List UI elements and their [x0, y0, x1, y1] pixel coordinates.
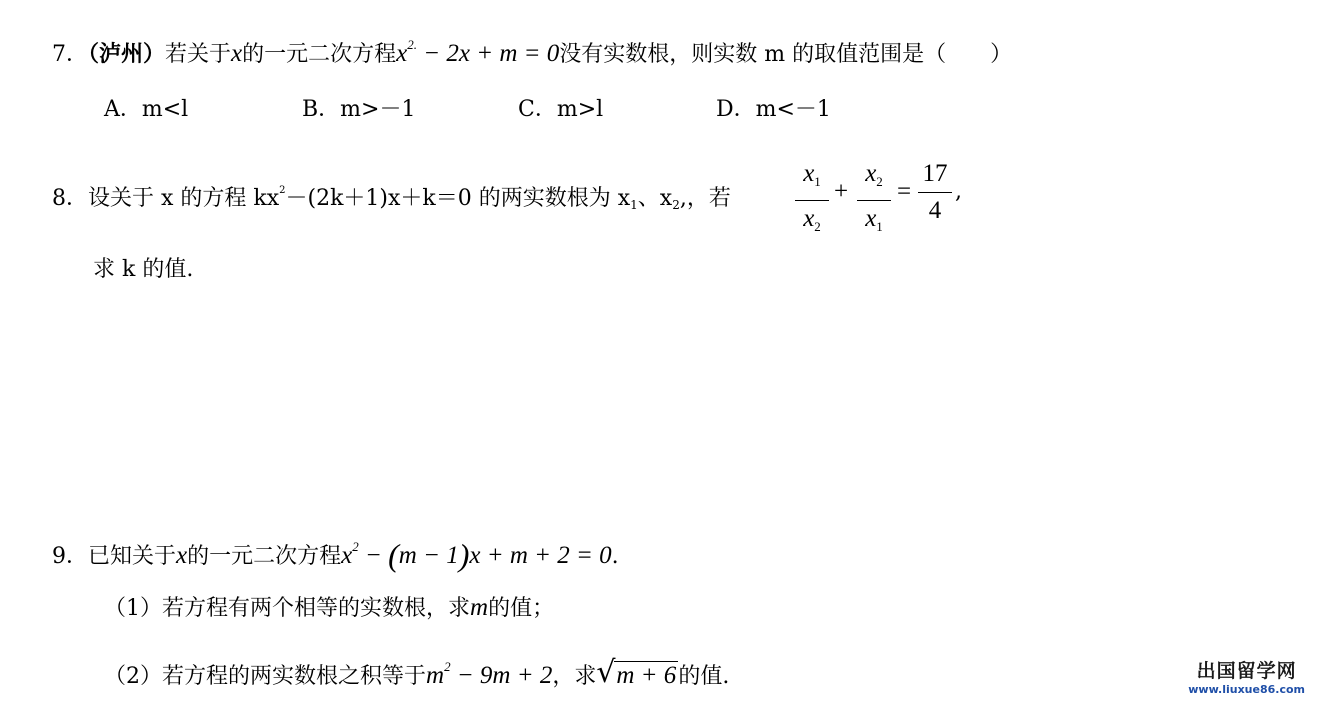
equation-var: m — [426, 662, 445, 689]
question-text: 已知关于 — [88, 544, 177, 569]
equals-sign: = — [897, 178, 912, 205]
radicand: m + 6 — [616, 662, 677, 689]
option-c: C．m>l — [518, 97, 604, 122]
fraction-x1-over-x2 — [795, 158, 829, 243]
watermark-logo — [1188, 656, 1305, 696]
paren-left: ( — [388, 537, 399, 573]
equation-var: x — [396, 40, 408, 67]
equation-inner: m − 1 — [398, 542, 459, 569]
question-number: 8． — [52, 186, 88, 211]
math-var: m — [470, 594, 489, 621]
math-var: x — [865, 160, 877, 187]
question-text: 没有实数根，则实数 m 的取值范围是（ ） — [559, 42, 1013, 67]
equation — [426, 659, 553, 689]
equation-rest: x + m + 2 = 0 — [469, 542, 612, 569]
math-var: x — [176, 542, 188, 569]
subscript: 2 — [876, 174, 883, 189]
fraction-numerator — [857, 158, 891, 198]
question-text: 的值； — [488, 596, 555, 621]
question-text: ，求 — [552, 664, 597, 689]
question-text: 的一元二次方程 — [187, 544, 342, 569]
fraction-17-over-4 — [918, 158, 952, 227]
question-number: 7． — [52, 42, 88, 67]
question-text: 的一元二次方程 — [242, 42, 397, 67]
math-var: x — [865, 205, 877, 232]
fraction-bar — [918, 192, 952, 193]
question-text: （1）若方程有两个相等的实数根，求 — [104, 596, 470, 621]
fraction-bar — [857, 200, 891, 201]
square-root — [596, 655, 678, 691]
fraction-denominator: 4 — [928, 197, 942, 224]
watermark-url: www.liuxue86.com — [1188, 683, 1305, 696]
question-text: 、x — [637, 186, 673, 211]
fraction-bar — [795, 200, 829, 201]
subscript: 1 — [814, 174, 821, 189]
option-a: A．m<l — [104, 97, 189, 122]
equation-exponent: 2. — [407, 37, 418, 52]
equation-rest: − 9m + 2 — [450, 662, 553, 689]
equation — [341, 537, 612, 573]
comma: , — [955, 179, 962, 204]
fraction-denominator — [857, 203, 891, 243]
question-number: 9． — [52, 544, 88, 569]
equation — [396, 37, 560, 67]
math-var: x — [803, 160, 815, 187]
question-9-stem — [52, 532, 619, 572]
period: . — [611, 544, 619, 569]
equation-operator: − — [358, 542, 389, 569]
subscript: 2 — [814, 219, 821, 234]
equation-exponent: 2 — [444, 659, 451, 674]
subscript: 2 — [672, 198, 680, 212]
equation-var: x — [341, 542, 353, 569]
question-9-part-1 — [104, 593, 554, 624]
question-8-line2: 求 k 的值. — [93, 257, 194, 282]
fraction-numerator — [795, 158, 829, 198]
question-8-stem — [52, 176, 731, 220]
fraction-x2-over-x1 — [857, 158, 891, 243]
equation-exponent: 2 — [352, 539, 359, 554]
math-var: x — [803, 205, 815, 232]
watermark-text: 出国留学网 — [1196, 660, 1297, 682]
subscript: 1 — [630, 198, 638, 212]
exponent: 2 — [279, 185, 286, 196]
option-d: D．m<－1 — [716, 97, 831, 122]
question-text: 的值. — [678, 664, 730, 689]
question-text: 若关于 — [165, 42, 232, 67]
question-7-stem — [52, 30, 1012, 70]
fraction-numerator: 17 — [922, 160, 948, 187]
question-text: ,，若 — [679, 186, 731, 211]
question-text: 设关于 x 的方程 kx — [88, 186, 280, 211]
fraction-denominator — [795, 203, 829, 243]
option-b: B．m>－1 — [302, 97, 416, 122]
question-text: －(2k＋1)x＋k＝0 的两实数根为 x — [285, 186, 631, 211]
radical-sign: √ — [596, 655, 616, 690]
paren-right: ) — [458, 537, 470, 573]
question-text: （2）若方程的两实数根之积等于 — [104, 664, 426, 689]
question-9-part-2 — [104, 652, 729, 692]
math-var: x — [231, 40, 243, 67]
equation-rest: − 2x + m = 0 — [417, 40, 560, 67]
plus-sign: + — [834, 178, 849, 205]
subscript: 1 — [876, 219, 883, 234]
question-source: （泸州） — [88, 41, 166, 67]
